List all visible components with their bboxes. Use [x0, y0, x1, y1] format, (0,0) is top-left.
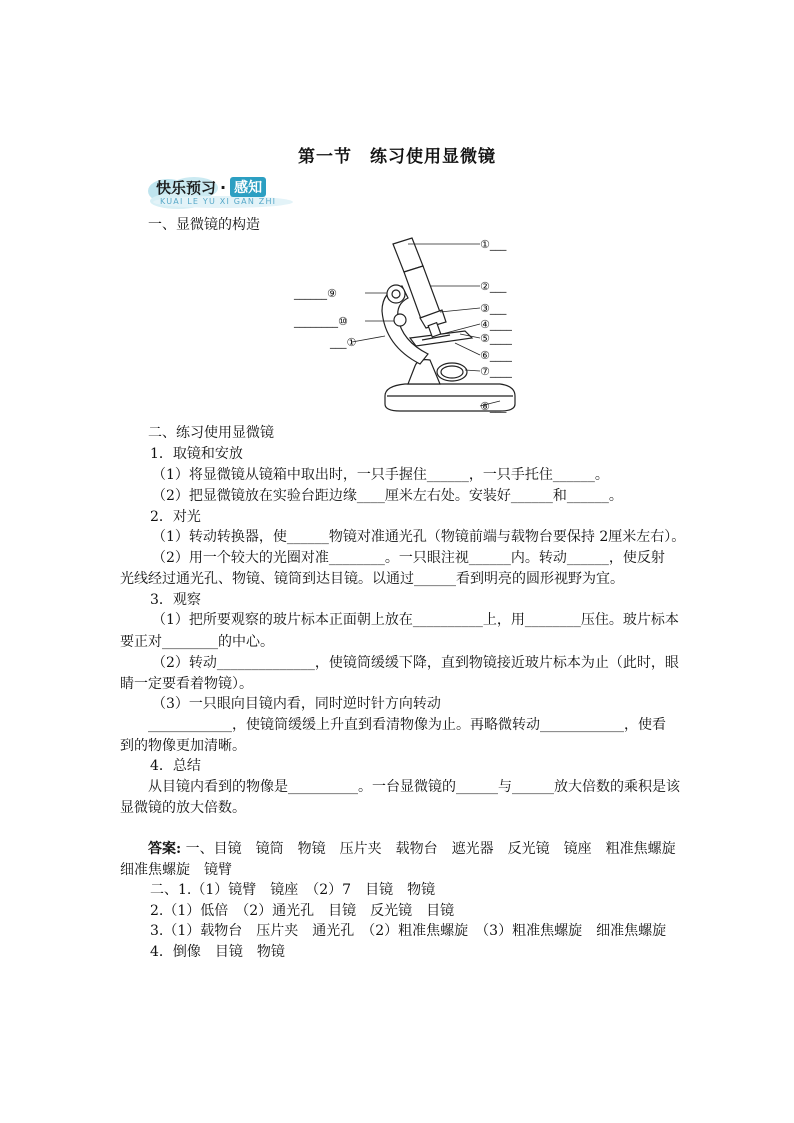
diagram-label-9: ______⑨ — [294, 287, 337, 300]
part2-item1: （1）转动转换器，使______物镜对准通光孔（物镜前端与载物台要保持 2厘米左右）。 — [152, 529, 686, 545]
part3-item1-line2: 要正对________的中心。 — [120, 634, 274, 650]
answers-line5: 3.（1）载物台 压片夹 通光孔 （2）粗准焦螺旋 （3）粗准焦螺旋 细准焦螺旋 — [150, 923, 667, 939]
banner-main-text: 快乐预习 — [156, 178, 217, 197]
section1-heading: 一、显微镜的构造 — [148, 217, 260, 233]
part3-item3-line1: （3）一只眼向目镜内看，同时逆时针方向转动 — [152, 696, 441, 712]
diagram-label-7: ⑦____ — [480, 365, 512, 378]
diagram-label-11: ___① — [330, 336, 357, 349]
section-banner — [148, 175, 338, 211]
part3-item1-line1: （1）把所要观察的玻片标本正面朝上放在__________上，用________压住。玻片标本 — [152, 612, 679, 628]
part3-item2-line1: （2）转动______________，使镜筒缓缓下降，直到物镜接近玻片标本为止（此时，眼 — [152, 655, 679, 671]
answers-line2: 细准焦螺旋 镜臂 — [120, 862, 232, 878]
part1-item2: （2）把显微镜放在实验台距边缘____厘米左右处。安装好______和______。 — [152, 488, 623, 504]
diagram-label-4: ④____ — [480, 318, 512, 331]
part2-item2-line1: （2）用一个较大的光圈对准________。一只眼注视______内。转动______，使反射 — [152, 550, 665, 566]
answers-line3: 二、1.（1）镜臂 镜座 （2）7 目镜 物镜 — [150, 882, 436, 898]
part3-item2-line2: 睛一定要看着物镜）。 — [120, 676, 253, 692]
part4-line1: 从目镜内看到的物像是__________。一台显微镜的______与______放大倍数的乘积是该 — [148, 779, 680, 795]
page-title: 第一节 练习使用显微镜 — [298, 147, 496, 167]
banner-dot: · — [220, 177, 227, 197]
diagram-label-10: ________⑩ — [294, 315, 348, 328]
banner-tag: 感知 — [230, 177, 266, 197]
part1-title: 1．取镜和安放 — [150, 446, 243, 462]
diagram-label-6: ⑥____ — [480, 349, 512, 362]
part3-title: 3．观察 — [150, 592, 201, 608]
banner-title — [156, 176, 266, 198]
answers-line1 — [148, 839, 676, 859]
diagram-label-1: ①___ — [480, 238, 507, 251]
diagram-label-3: ③___ — [480, 302, 507, 315]
microscope-diagram — [290, 236, 540, 418]
diagram-label-8: ⑧___ — [480, 400, 507, 413]
answers-line1-text: 一、目镜 镜筒 物镜 压片夹 载物台 遮光器 反光镜 镜座 粗准焦螺旋 — [185, 841, 676, 857]
diagram-label-5: ⑤____ — [480, 332, 512, 345]
part4-line2: 显微镜的放大倍数。 — [120, 800, 246, 816]
answers-line6: 4．倒像 目镜 物镜 — [150, 944, 285, 960]
banner-subtitle: KUAI LE YU XI GAN ZHI — [160, 197, 277, 206]
part3-item3-line3: 到的物像更加清晰。 — [120, 738, 246, 754]
diagram-label-2: ②___ — [480, 280, 507, 293]
part1-item1: （1）将显微镜从镜箱中取出时，一只手握住______，一只手托住______。 — [152, 467, 609, 483]
part2-title: 2．对光 — [150, 509, 201, 525]
part3-item3-line2: ____________，使镜筒缓缓上升直到看清物像为止。再略微转动____________，使看 — [148, 717, 666, 733]
answers-line4: 2.（1）低倍 （2）通光孔 目镜 反光镜 目镜 — [150, 903, 455, 919]
answers-label: 答案: — [148, 841, 182, 857]
section2-heading: 二、练习使用显微镜 — [148, 425, 274, 441]
part4-title: 4．总结 — [150, 758, 201, 774]
part2-item2-line2: 光线经过通光孔、物镜、镜筒到达目镜。以通过______看到明亮的圆形视野为宜。 — [120, 571, 624, 587]
